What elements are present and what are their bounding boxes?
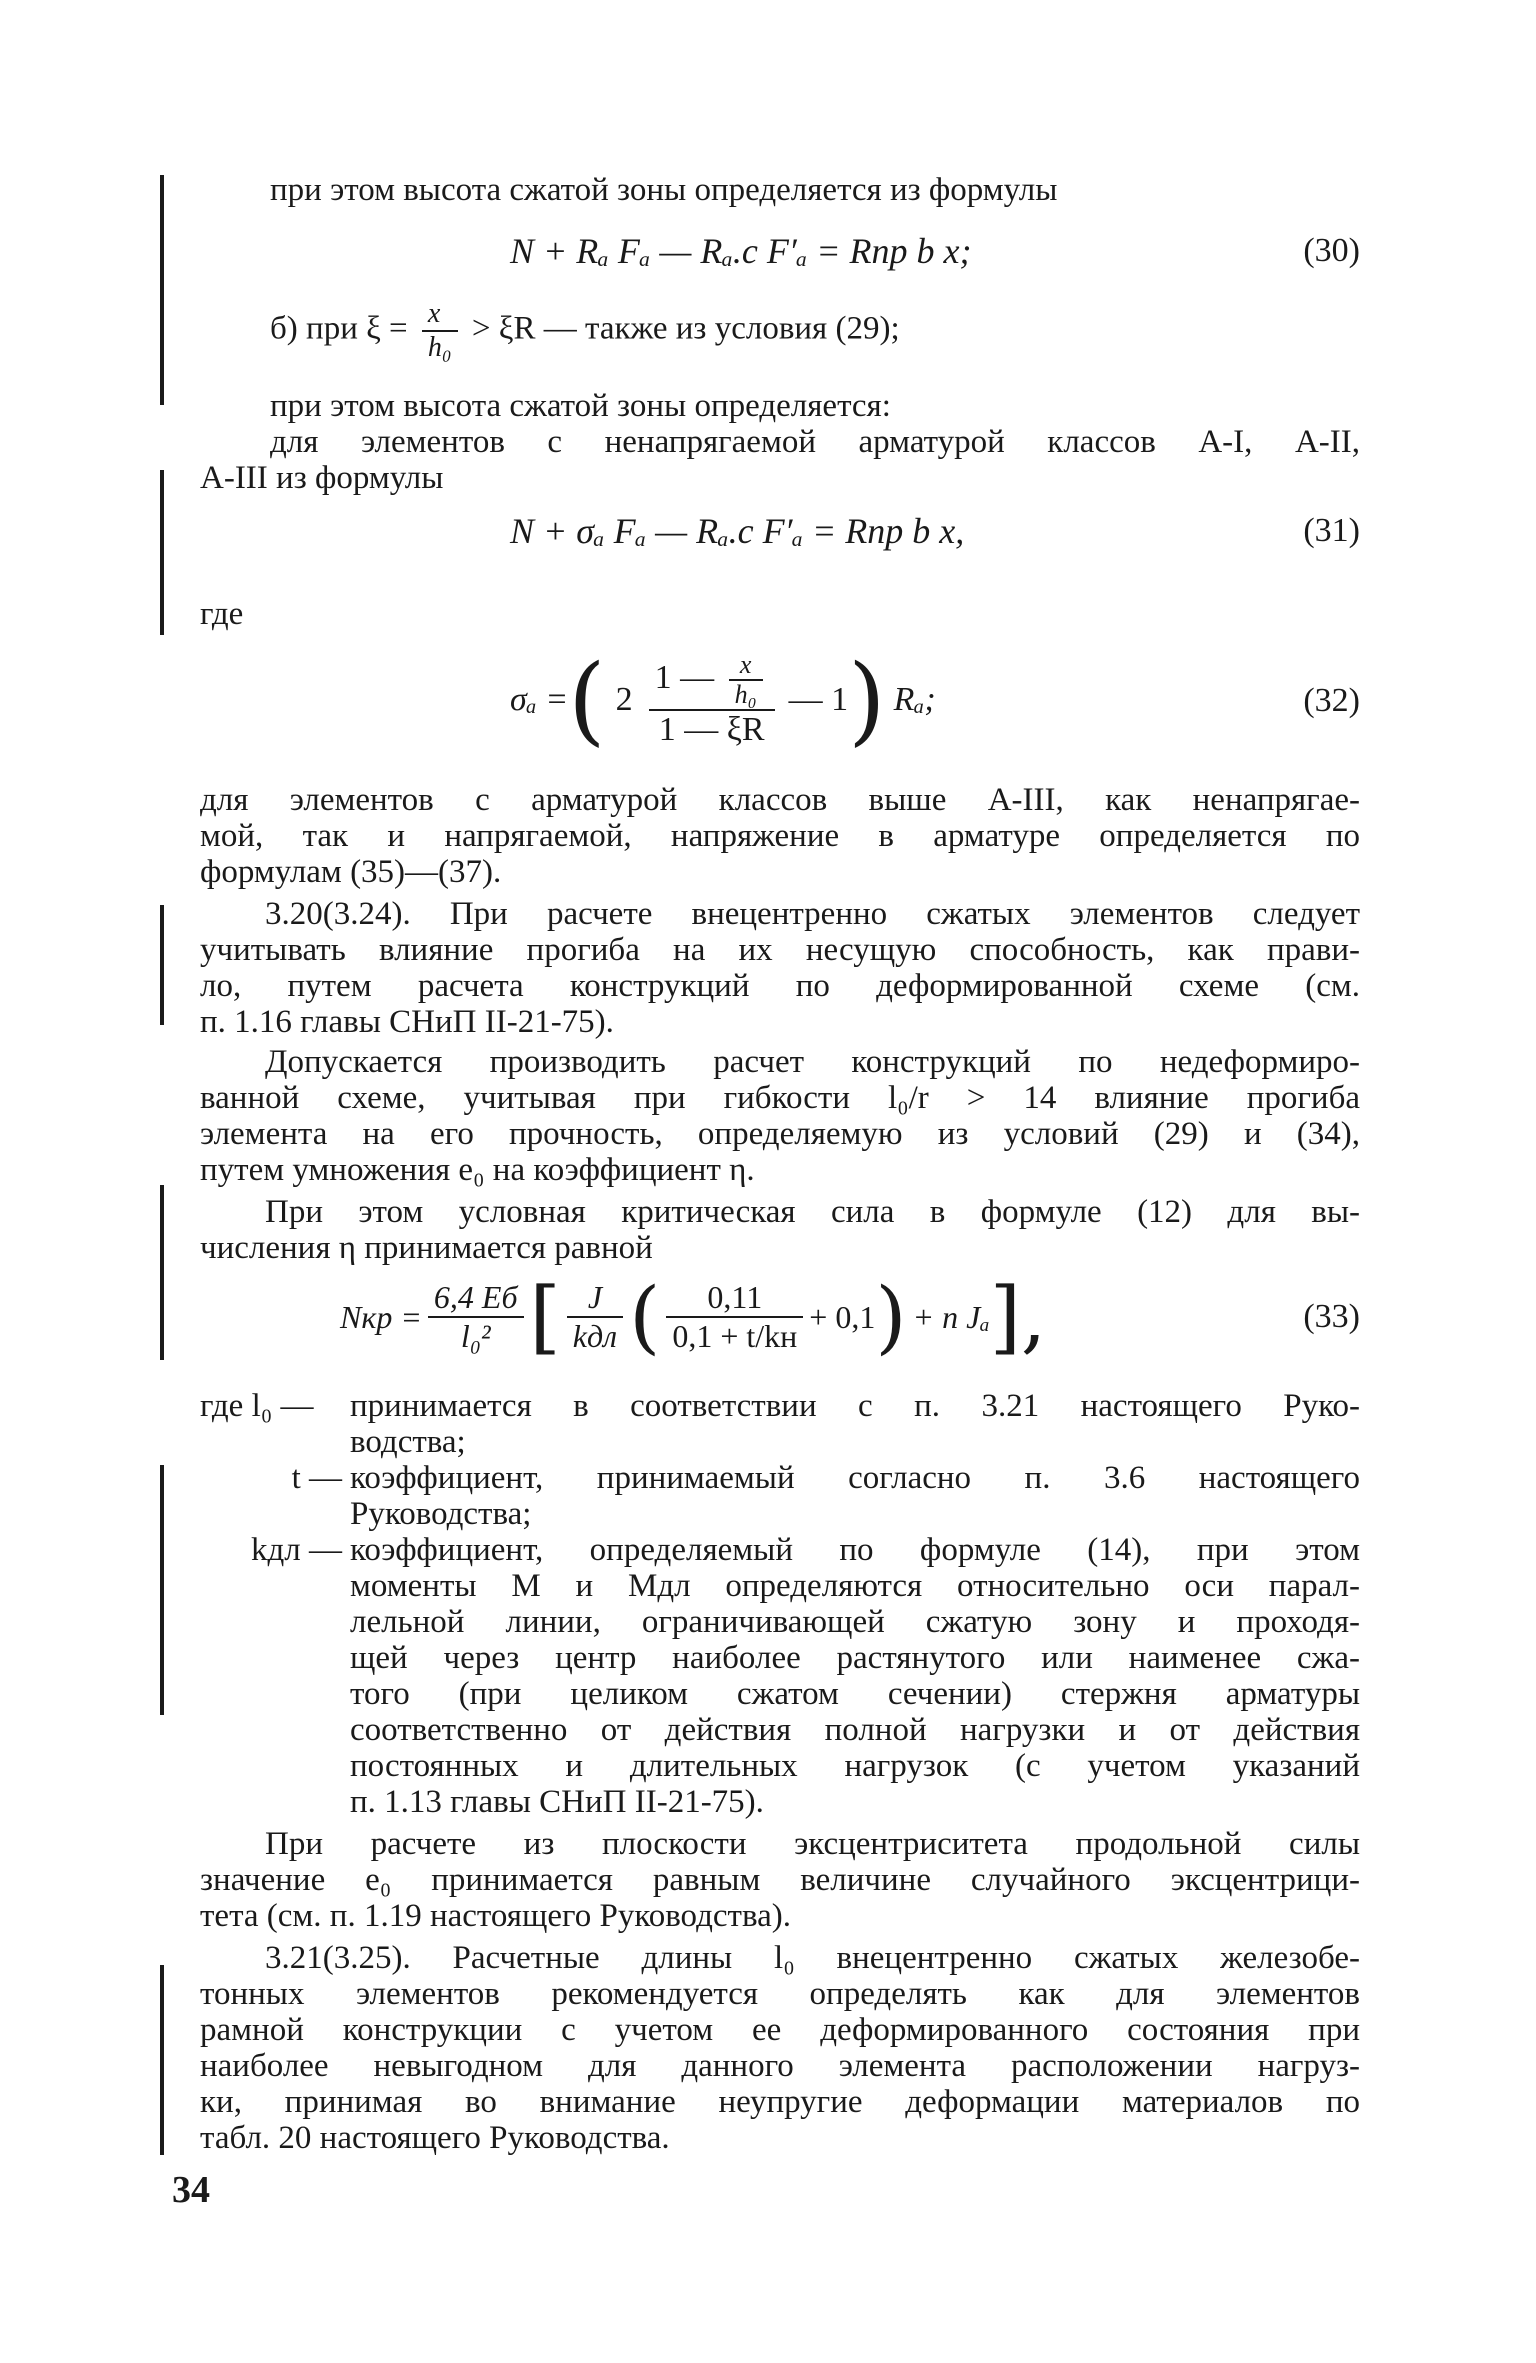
bracket-left: [ (529, 1270, 561, 1363)
text-line: рамной конструкции с учетом ее деформированного состояния при (200, 2012, 1360, 2048)
formula-32-lhs: σₐ = (510, 681, 569, 718)
def-lead: где l₀ — (200, 1388, 314, 1424)
text-line: где (200, 596, 244, 632)
def-text: коэффициент, определяемый по формуле (14), при этом (350, 1532, 1360, 1568)
formula-33-number: (33) (1303, 1298, 1360, 1335)
paren-left: ( (568, 644, 606, 756)
formula-33-k (666, 1279, 803, 1355)
condition-b-denominator: h₀ (427, 332, 452, 363)
formula-32 (200, 630, 1360, 770)
text-line: 3.21(3.25). Расчетные длины l₀ внецентренно сжатых железобе- (265, 1940, 1360, 1976)
def-text: принимается в соответствии с п. 3.21 настоящего Руко- (350, 1388, 1360, 1424)
def-text: соответственно от действия полной нагрузки и от действия (350, 1712, 1360, 1748)
formula-31-number: (31) (1303, 512, 1360, 549)
formula-33-end: + n Jₐ (912, 1298, 990, 1335)
text-line: учитывать влияние прогиба на их несущую способность, как прави- (200, 932, 1360, 968)
margin-bar (160, 905, 164, 1025)
formula-31 (200, 510, 1360, 570)
text-line: При этом условная критическая сила в формуле (12) для вы- (265, 1194, 1360, 1230)
text-line: значение e₀ принимается равным величине случайного эксцентрици- (200, 1862, 1360, 1898)
paren-left: ( (629, 1270, 661, 1363)
text-line: А-III из формулы (200, 460, 444, 496)
text-line: тета (см. п. 1.19 настоящего Руководства). (200, 1898, 791, 1934)
formula-32-number: (32) (1303, 682, 1360, 719)
def-text: водства; (350, 1424, 466, 1460)
def-text: постоянных и длительных нагрузок (с учетом указаний (350, 1748, 1360, 1784)
text-line: При расчете из плоскости эксцентриситета продольной силы (265, 1826, 1360, 1862)
condition-b-fraction (422, 298, 458, 364)
condition-b-prefix: б) при ξ = (270, 310, 408, 347)
formula-33-k-n: 0,11 (666, 1279, 803, 1318)
margin-bar (160, 1965, 164, 2155)
page-number: 34 (172, 2169, 210, 2211)
text-line: ки, принимая во внимание неупругие деформации материалов по (200, 2084, 1360, 2120)
formula-32-expr (510, 630, 936, 770)
formula-33-tail: + 0,1 (809, 1298, 876, 1335)
margin-bar (160, 1465, 164, 1715)
def-text: лельной линии, ограничивающей сжатую зону и проходя- (350, 1604, 1360, 1640)
formula-30 (200, 230, 1360, 290)
formula-32-x: x (729, 651, 763, 681)
formula-32-h0: h₀ (734, 680, 757, 709)
text-line: тонных элементов рекомендуется определять как для элементов (200, 1976, 1360, 2012)
text-line: числения η принимается равной (200, 1230, 653, 1266)
def-text: щей через центр наиболее растянутого или наименее сжа- (350, 1640, 1360, 1676)
def-text: моменты M и Mдл определяются относительно оси парал- (350, 1568, 1360, 1604)
def-text: коэффициент, принимаемый согласно п. 3.6 настоящего (350, 1460, 1360, 1496)
bracket-right: ], (989, 1270, 1047, 1363)
def-lead: kдл — (250, 1532, 342, 1568)
formula-33-coef-n: 6,4 Eб (428, 1279, 524, 1318)
formula-32-two: 2 (615, 681, 633, 718)
formula-32-minus-one: — 1 (788, 681, 849, 718)
text-line: 3.20(3.24). При расчете внецентренно сжатых элементов следует (265, 896, 1360, 932)
text-line: мой, так и напрягаемой, напряжение в арматуре определяется по (200, 818, 1360, 854)
formula-33-k-d: 0,1 + t/kн (672, 1318, 798, 1354)
formula-33-coef (428, 1279, 524, 1355)
formula-33-j-n: J (567, 1279, 623, 1318)
text-line: путем умножения e₀ на коэффициент η. (200, 1152, 755, 1188)
text-line: формулам (35)—(37). (200, 854, 502, 890)
margin-bar (160, 175, 164, 405)
text-line: табл. 20 настоящего Руководства. (200, 2120, 670, 2156)
def-lead: t — (291, 1460, 342, 1496)
text-line: ло, путем расчета конструкций по деформированной схеме (см. (200, 968, 1360, 1004)
formula-33 (200, 1262, 1360, 1372)
paren-right: ) (848, 644, 886, 756)
def-text: п. 1.13 главы СНиП II-21-75). (350, 1784, 764, 1820)
text-line: наиболее невыгодном для данного элемента расположении нагруз- (200, 2048, 1360, 2084)
formula-31-expr: N + σₐ Fₐ — Rₐ.c F′ₐ = Rпр b x, (510, 511, 965, 551)
text-line: п. 1.16 главы СНиП II-21-75). (200, 1004, 614, 1040)
def-text: того (при целиком сжатом сечении) стержня арматуры (350, 1676, 1360, 1712)
text-line: элемента на его прочность, определяемую из условий (29) и (34), (200, 1116, 1360, 1152)
formula-33-j-d: kдл (572, 1318, 618, 1354)
formula-30-number: (30) (1303, 232, 1360, 269)
text-line: Допускается производить расчет конструкций по недеформиро- (265, 1044, 1360, 1080)
formula-33-coef-d: l₀² (460, 1318, 491, 1354)
condition-b-line (270, 298, 1430, 364)
formula-33-expr (340, 1262, 1046, 1372)
text-line: при этом высота сжатой зоны определяется: (270, 388, 891, 424)
formula-32-inner-n: 1 — (654, 658, 715, 696)
formula-32-rhs: Rₐ; (893, 681, 936, 718)
formula-33-lhs: Nкр = (340, 1298, 422, 1335)
margin-bar (160, 470, 164, 635)
text-line: для элементов с арматурой классов выше А-III, как ненапрягае- (200, 782, 1360, 818)
condition-b-suffix: > ξR — также из условия (29); (471, 310, 900, 347)
def-text: Руководства; (350, 1496, 532, 1532)
formula-32-numerator (649, 651, 775, 711)
formula-32-fraction (649, 651, 775, 749)
formula-32-inner-fraction (729, 651, 763, 709)
formula-33-j (567, 1279, 623, 1355)
margin-bar (160, 1185, 164, 1360)
text-line: ванной схеме, учитывая при гибкости l₀/r > 14 влияние прогиба (200, 1080, 1360, 1116)
text-line: для элементов с ненапрягаемой арматурой классов А-I, А-II, (270, 424, 1360, 460)
formula-30-expr: N + Rₐ Fₐ — Rₐ.c F′ₐ = Rпр b x; (510, 231, 972, 271)
condition-b-numerator: x (422, 298, 458, 332)
text-line: при этом высота сжатой зоны определяется из формулы (270, 172, 1058, 208)
paren-right: ) (875, 1270, 907, 1363)
formula-32-denominator: 1 — ξR (658, 711, 765, 748)
